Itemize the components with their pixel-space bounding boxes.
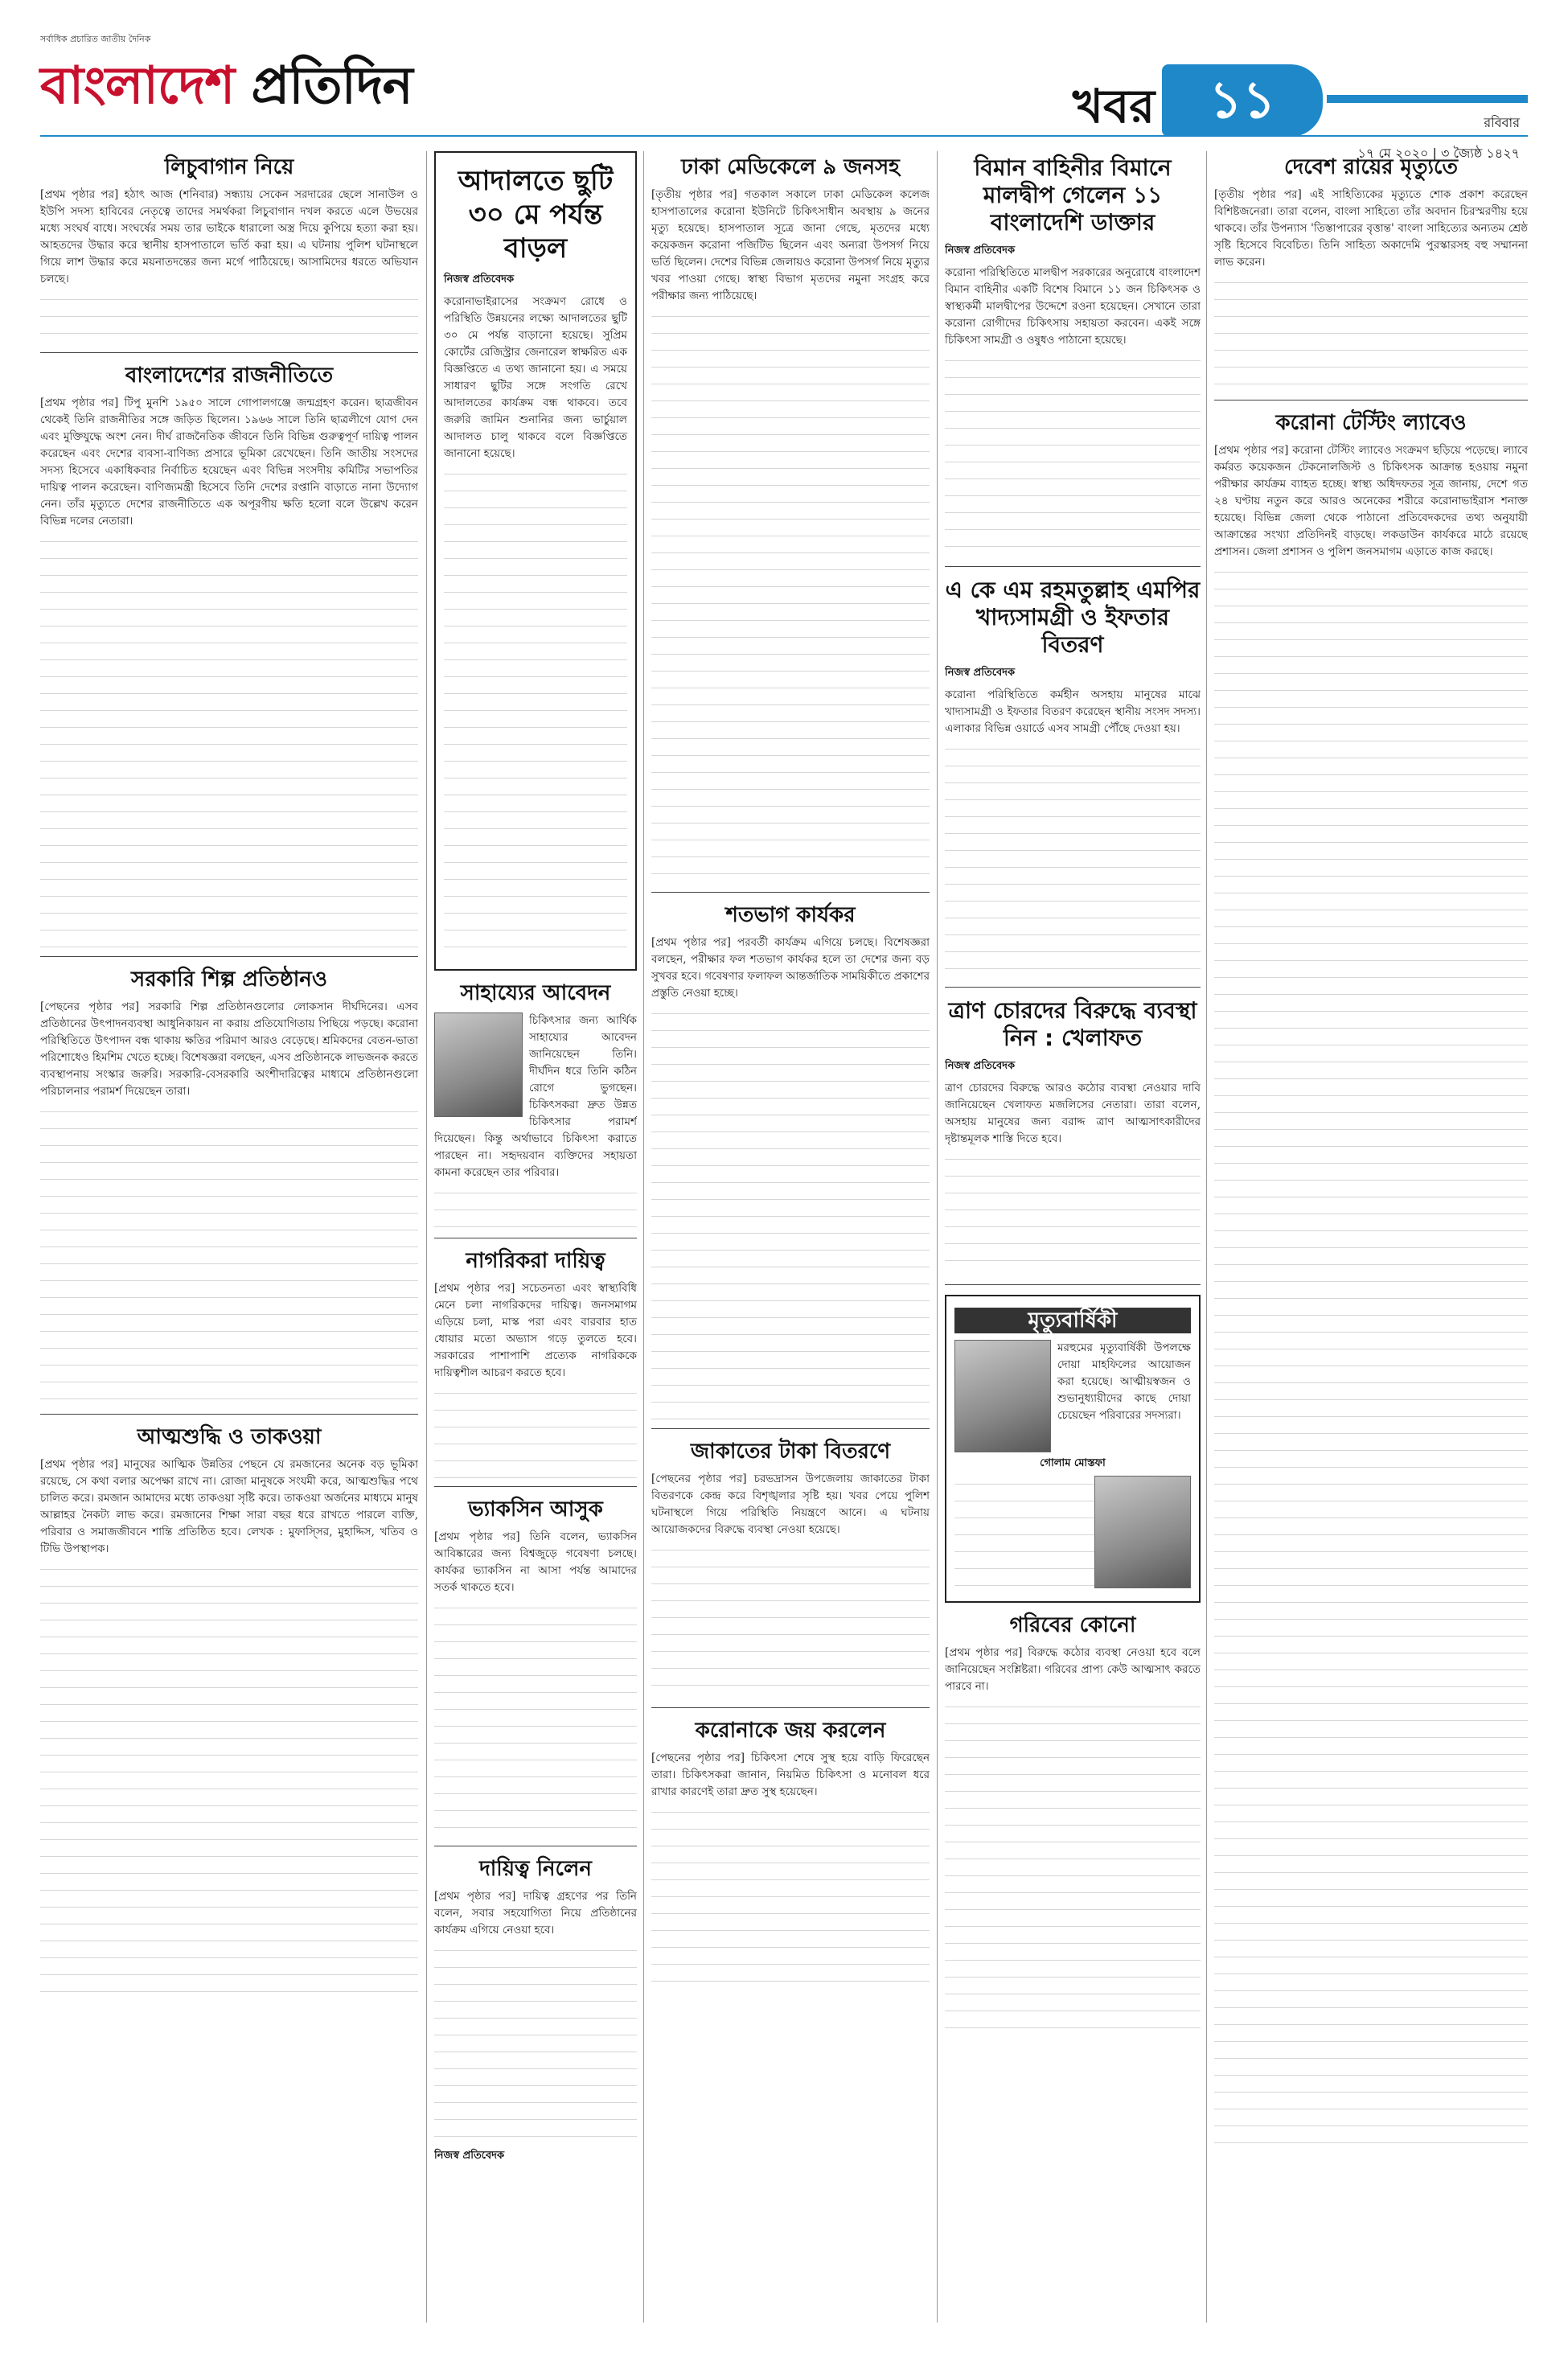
date-label: ১৭ মে ২০২০ | ৩ জ্যৈষ্ঠ ১৪২৭ xyxy=(1357,146,1520,161)
story-body: [প্রথম পৃষ্ঠার পর] মানুষের আত্মিক উন্নতির পেছনে যে রমজানের অনেক বড় ভূমিকা রয়েছে, সে কথা বলার অপেক্ষা রাখে না। রোজা মানুষকে সংযমী করে, আত্মশুদ্ধির পথে চালিত করে। রমজান আমাদের মধ্যে তাকওয়া সৃষ্টি করে। তাকওয়া অর্জনের মাধ্যমে মানুষ আল্লাহর নৈকট্য লাভ করে। রমজানের শিক্ষা সারা বছর ধরে রাখতে পারলে ব্যক্তি, পরিবার ও সমাজজীবনে শান্তি প্রতিষ্ঠিত হবে। লেখক : মুফাস্সির, মুহাদ্দিস, খতিব ও টিভি উপস্থাপক। xyxy=(40,1458,418,1555)
story-body: [পেছনের পৃষ্ঠার পর] সরকারি শিল্প প্রতিষ্ঠানগুলোর লোকসান দীর্ঘদিনের। এসব প্রতিষ্ঠানের উৎপাদনব্যবস্থা আধুনিকায়ন না করায় প্রতিযোগিতায় পিছিয়ে পড়ছে। করোনা পরিস্থিতিতে উৎপাদন বন্ধ থাকায় ক্ষতির পরিমাণ আরও বেড়েছে। শ্রমিকদের বেতন-ভাতা পরিশোধেও হিমশিম খেতে হচ্ছে। বিশেষজ্ঞরা বলছেন, এসব প্রতিষ্ঠানকে লাভজনক করতে ব্যবস্থাপনায় সংস্কার জরুরি। সরকারি-বেসরকারি অংশীদারিত্বের মাধ্যমে প্রতিষ্ঠানগুলো পরিচালনার পরামর্শ দিয়েছেন তারা। xyxy=(40,1000,418,1098)
text-filler xyxy=(434,1181,637,1230)
column-divider xyxy=(426,151,427,2323)
story-body: [পেছনের পৃষ্ঠার পর] চিকিৎসা শেষে সুস্থ হয়ে বাড়ি ফিরেছেন তারা। চিকিৎসকরা জানান, নিয়মিত চিকিৎসা ও মনোবল ধরে রাখার কারণেই তারা দ্রুত সুস্থ হয়েছেন। xyxy=(651,1752,930,1798)
page-number-badge: ১১ xyxy=(1162,64,1323,137)
story-court-holiday xyxy=(434,151,637,971)
day-label: রবিবার xyxy=(1484,115,1520,130)
text-filler xyxy=(40,288,418,344)
logo-text-part1: বাংলাদেশ xyxy=(40,56,252,116)
column-4 xyxy=(945,151,1201,2339)
story-relief-thieves xyxy=(945,997,1201,1285)
story-body: [প্রথম পৃষ্ঠার পর] করোনা টেস্টিং ল্যাবেও সংক্রমণ ছড়িয়ে পড়েছে। ল্যাবে কর্মরত কয়েকজন টেকনোলজিস্ট ও চিকিৎসক আক্রান্ত হওয়ায় নমুনা পরীক্ষার কার্যক্রম ব্যাহত হচ্ছে। স্বাস্থ্য অধিদফতর সূত্র জানায়, দেশে গত ২৪ ঘণ্টায় নতুন করে আরও অনেকের শরীরে করোনাভাইরাস শনাক্ত হয়েছে। বিভিন্ন জেলা থেকে পাঠানো প্রতিবেদকদের তথ্য অনুযায়ী আক্রান্তের সংখ্যা প্রতিদিনই বাড়ছে। লকডাউন কার্যকরে মাঠে রয়েছে প্রশাসন। জেলা প্রশাসন ও পুলিশ জনসমাগম এড়াতে কাজ করছে। xyxy=(1214,444,1528,558)
story-body: করোনাভাইরাসের সংক্রমণ রোধে ও পরিস্থিতি উন্নয়নের লক্ষ্যে আদালতের ছুটি ৩০ মে পর্যন্ত বাড়ানো হয়েছে। সুপ্রিম কোর্টের রেজিস্ট্রার জেনারেল স্বাক্ষরিত এক বিজ্ঞপ্তিতে এ তথ্য জানানো হয়। এ সময়ে সাধারণ ছুটির সঙ্গে সংগতি রেখে আদালতের কার্যক্রম বন্ধ থাকবে। তবে জরুরি জামিন শুনানির জন্য ভার্চুয়াল আদালত চালু থাকবে বলে বিজ্ঞপ্তিতে জানানো হয়েছে। xyxy=(444,295,627,460)
text-filler xyxy=(434,1382,637,1478)
story-testing-lab xyxy=(1214,410,1528,2161)
text-filler xyxy=(434,1596,637,1838)
text-filler xyxy=(945,737,1201,979)
story-body: [প্রথম পৃষ্ঠার পর] দায়িত্ব গ্রহণের পর তিনি বলেন, সবার সহযোগিতা নিয়ে প্রতিষ্ঠানের কার্যক্রম এগিয়ে নেওয়া হবে। xyxy=(434,1890,637,1937)
newspaper-logo xyxy=(40,32,491,121)
story-body: [প্রথম পৃষ্ঠার পর] সচেতনতা এবং স্বাস্থ্যবিধি মেনে চলা নাগরিকদের দায়িত্ব। জনসমাগম এড়িয়ে চলা, মাস্ক পরা এবং বারবার হাত ধোয়ার মতো অভ্যাস গড়ে তুলতে হবে। সরকারের পাশাপাশি প্রত্যেক নাগরিককে দায়িত্বশীল আচরণ করতে হবে। xyxy=(434,1282,637,1379)
story-headline: নাগরিকরা দায়িত্ব xyxy=(466,1249,605,1273)
column-3 xyxy=(651,151,930,2339)
obituary-name: গোলাম মোস্তফা xyxy=(1040,1457,1106,1469)
story-body: চিকিৎসার জন্য আর্থিক সাহায্যের আবেদন জানিয়েছেন তিনি। দীর্ঘদিন ধরে তিনি কঠিন রোগে ভুগছেন। চিকিৎসকরা দ্রুত উন্নত চিকিৎসার পরামর্শ দিয়েছেন। কিন্তু অর্থাভাবে চিকিৎসা করাতে পারছেন না। সহৃদয়বান ব্যক্তিদের সহায়তা কামনা করেছেন তার পরিবার। xyxy=(434,1014,637,1179)
story-byline: নিজস্ব প্রতিবেদক xyxy=(434,2150,505,2162)
story-body: [প্রথম পৃষ্ঠার পর] হঠাৎ আজ (শনিবার) সন্ধ্যায় সেকেন সরদারের ছেলে সানাউল ও ইউপি সদস্য হাবিবের নেতৃত্বে তাদের সমর্থকরা লিচুবাগান দখল করতে এলে উভয়ের মধ্যে সংঘর্ষ বাধে। সংঘর্ষের সময় তার ভাইকে ধারালো অস্ত্র দিয়ে কুপিয়ে হত্যা করা হয়। আহতদের উদ্ধার করে স্থানীয় হাসপাতালে ভর্তি করা হয়। এ ঘটনায় পুলিশ ঘটনাস্থলে গিয়ে লাশ উদ্ধার করে ময়নাতদন্তের জন্য মর্গে পাঠিয়েছে। আসামিদের ধরতে অভিযান চলছে। xyxy=(40,188,418,285)
text-filler xyxy=(945,349,1201,558)
story-taqwa xyxy=(40,1424,418,2016)
story-body: [তৃতীয় পৃষ্ঠার পর] এই সাহিত্যিকের মৃত্যুতে শোক প্রকাশ করেছেন বিশিষ্টজনেরা। তারা বলেন, বাংলা সাহিত্যে তাঁর অবদান চিরস্মরণীয় হয়ে থাকবে। তাঁর উপন্যাস 'তিস্তাপারের বৃত্তান্ত' বাংলা সাহিত্যের অন্যতম শ্রেষ্ঠ সৃষ্টি হিসেবে বিবেচিত। তিনি সাহিত্য অকাদেমি পুরস্কারসহ বহু সম্মাননা লাভ করেন। xyxy=(1214,188,1528,269)
header-accent-bar xyxy=(1327,95,1528,103)
masthead xyxy=(0,0,1568,161)
story-body: ত্রাণ চোরদের বিরুদ্ধে আরও কঠোর ব্যবস্থা নেওয়ার দাবি জানিয়েছেন খেলাফত মজলিসের নেতারা। তারা বলেন, অসহায় মানুষের জন্য বরাদ্দ ত্রাণ আত্মসাৎকারীদের দৃষ্টান্তমূলক শাস্তি দিতে হবে। xyxy=(945,1082,1201,1145)
story-debesh-roy xyxy=(1214,154,1528,400)
story-headline: করোনা টেস্টিং ল্যাবেও xyxy=(1275,411,1467,435)
text-filler xyxy=(651,1538,930,1699)
story-body: [প্রথম পৃষ্ঠার পর] বিরুদ্ধে কঠোর ব্যবস্থা নেওয়া হবে বলে জানিয়েছেন সংশ্লিষ্টরা। গরিবের প্রাপ্য কেউ আত্মসাৎ করতে পারবে না। xyxy=(945,1646,1201,1693)
story-body: [প্রথম পৃষ্ঠার পর] টিপু মুনশি ১৯৫০ সালে গোপালগঞ্জে জন্মগ্রহণ করেন। ছাত্রজীবন থেকেই তিনি রাজনীতির সঙ্গে জড়িত ছিলেন। ১৯৬৬ সালে তিনি ছাত্রলীগে যোগ দেন এবং মুক্তিযুদ্ধে অংশ নেন। দীর্ঘ রাজনৈতিক জীবনে তিনি বিভিন্ন গুরুত্বপূর্ণ দায়িত্ব পালন করেছেন এবং দেশের ব্যবসা-বাণিজ্য প্রসারে ভূমিকা রেখেছেন। তিনি জাতীয় সংসদের সদস্য হিসেবে একাধিকবার নির্বাচিত হয়েছেন এবং বিভিন্ন সংসদীয় কমিটির সভাপতির দায়িত্ব পালন করেছেন। বাণিজ্যমন্ত্রী হিসেবে তিনি দেশের রপ্তানি বাড়াতে নানা উদ্যোগ নেন। তাঁর মৃত্যুতে দেশের রাজনীতিতে এক অপূরণীয় ক্ষতি হলো বলে উল্লেখ করেন বিভিন্ন দলের নেতারা। xyxy=(40,396,418,528)
story-airforce-doctors xyxy=(945,154,1201,567)
story-body: করোনা পরিস্থিতিতে মালদ্বীপ সরকারের অনুরোধে বাংলাদেশ বিমান বাহিনীর একটি বিশেষ বিমানে ১১ জন চিকিৎসক ও স্বাস্থ্যকর্মী মালদ্বীপের উদ্দেশে রওনা হয়েছেন। সেখানে তারা করোনা রোগীদের চিকিৎসায় সহায়তা করবেন। একই সঙ্গে চিকিৎসা সামগ্রী ও ওষুধও পাঠানো হয়েছে। xyxy=(945,266,1201,347)
story-headline: সাহায্যের আবেদন xyxy=(460,981,611,1005)
story-headline: ত্রাণ চোরদের বিরুদ্ধে ব্যবস্থা নিন : খেলাফত xyxy=(948,997,1197,1051)
story-headline: ঢাকা মেডিকেলে ৯ জনসহ xyxy=(681,155,900,179)
story-headline: জাকাতের টাকা বিতরণে xyxy=(690,1440,891,1464)
text-filler xyxy=(444,462,627,961)
story-headline: ভ্যাকসিন আসুক xyxy=(468,1497,603,1522)
story-byline: নিজস্ব প্রতিবেদক xyxy=(945,667,1016,679)
column-1 xyxy=(40,151,418,2339)
section-title: খবর xyxy=(1072,79,1155,133)
story-dmch xyxy=(651,154,930,893)
story-effective xyxy=(651,902,930,1429)
story-headline: দেবেশ রায়ের মৃত্যুতে xyxy=(1284,155,1458,179)
obituary-photo-2 xyxy=(1094,1476,1191,1588)
story-appeal xyxy=(434,980,637,1238)
header-rule xyxy=(40,135,1528,137)
story-recovered xyxy=(651,1718,930,2002)
column-2 xyxy=(434,151,637,2339)
text-filler xyxy=(945,1148,1201,1276)
story-body: করোনা পরিস্থিতিতে কর্মহীন অসহায় মানুষের মাঝে খাদ্যসামগ্রী ও ইফতার বিতরণ করেছেন স্থানীয় সংসদ সদস্য। এলাকার বিভিন্ন ওয়ার্ডে এসব সামগ্রী পৌঁছে দেওয়া হয়। xyxy=(945,688,1201,735)
text-filler xyxy=(40,1100,418,1406)
story-body: মরহুমের মৃত্যুবার্ষিকী উপলক্ষে দোয়া মাহফিলের আয়োজন করা হয়েছে। আত্মীয়স্বজন ও শুভানুধ্যায়ীদের কাছে দোয়া চেয়েছেন পরিবারের সদস্যরা। xyxy=(1057,1341,1191,1422)
text-filler xyxy=(1214,561,1528,2153)
story-mp-distribution xyxy=(945,577,1201,988)
story-headline: করোনাকে জয় করলেন xyxy=(695,1719,886,1743)
story-lichubagan xyxy=(40,154,418,353)
appeal-photo xyxy=(434,1012,523,1117)
story-headline: আত্মশুদ্ধি ও তাকওয়া xyxy=(137,1425,322,1449)
story-body: [প্রথম পৃষ্ঠার পর] তিনি বলেন, ভ্যাকসিন আবিষ্কারের জন্য বিশ্বজুড়ে গবেষণা চলছে। কার্যকর ভ্যাকসিন না আসা পর্যন্ত আমাদের সতর্ক থাকতে হবে। xyxy=(434,1530,637,1594)
story-byline: নিজস্ব প্রতিবেদক xyxy=(444,273,515,285)
story-headline: বিমান বাহিনীর বিমানে মালদ্বীপ গেলেন ১১ বাংলাদেশি ডাক্তার xyxy=(974,154,1172,236)
text-filler xyxy=(651,1002,930,1420)
story-headline: বাংলাদেশের রাজনীতিতে xyxy=(125,363,334,388)
story-headline: দায়িত্ব নিলেন xyxy=(479,1857,592,1881)
story-responsibility xyxy=(434,1856,637,2178)
story-vaccine xyxy=(434,1497,637,1846)
story-body: [পেছনের পৃষ্ঠার পর] চরভদ্রাসন উপজেলায় জাকাতের টাকা বিতরণকে কেন্দ্র করে বিশৃঙ্খলার সৃষ্টি হয়। খবর পেয়ে পুলিশ ঘটনাস্থলে গিয়ে পরিস্থিতি নিয়ন্ত্রণে আনে। এ ঘটনায় আয়োজকদের বিরুদ্ধে ব্যবস্থা নেওয়া হয়েছে। xyxy=(651,1472,930,1536)
column-divider xyxy=(643,151,644,2323)
story-headline: আদালতে ছুটি ৩০ মে পর্যন্ত বাড়ল xyxy=(458,165,614,265)
story-body: [তৃতীয় পৃষ্ঠার পর] গতকাল সকালে ঢাকা মেডিকেল কলেজ হাসপাতালের করোনা ইউনিটে চিকিৎসাধীন অবস্থায় ৯ জনের মৃত্যু হয়েছে। হাসপাতাল সূত্রে জানা গেছে, মৃতদের মধ্যে কয়েকজন করোনা পজিটিভ ছিলেন এবং অন্যরা উপসর্গ নিয়ে ভর্তি ছিলেন। দেশের বিভিন্ন জেলায়ও করোনা উপসর্গ নিয়ে মৃত্যুর খবর পাওয়া গেছে। স্বাস্থ্য বিভাগ মৃতদের নমুনা সংগ্রহ করে পরীক্ষার জন্য পাঠিয়েছে। xyxy=(651,188,930,302)
column-divider xyxy=(937,151,938,2323)
story-headline: মৃত্যুবার্ষিকী xyxy=(954,1308,1191,1333)
logo-text xyxy=(40,47,413,133)
story-zakat xyxy=(651,1439,930,1708)
column-divider xyxy=(1206,151,1207,2323)
story-body: [প্রথম পৃষ্ঠার পর] পরবর্তী কার্যক্রম এগিয়ে চলছে। বিশেষজ্ঞরা বলছেন, পরীক্ষার ফল শতভাগ কার্যকর হলে তা দেশের জন্য বড় সুখবর হবে। গবেষণার ফলাফল আন্তর্জাতিক সাময়িকীতে প্রকাশের প্রস্তুতি নেওয়া হচ্ছে। xyxy=(651,936,930,1000)
logo-text-part2: প্রতিদিন xyxy=(251,56,413,116)
obituary-photo xyxy=(954,1340,1051,1452)
logo-tagline: সর্বাধিক প্রচারিত জাতীয় দৈনিক xyxy=(40,34,151,44)
text-filler xyxy=(40,530,418,948)
text-filler xyxy=(651,1801,930,1994)
text-filler xyxy=(40,1558,418,2008)
story-byline: নিজস্ব প্রতিবেদক xyxy=(945,1060,1016,1072)
text-filler xyxy=(434,1939,637,2148)
text-filler xyxy=(945,1695,1201,2033)
story-headline: এ কে এম রহমতুল্লাহ এমপির খাদ্যসামগ্রী ও ইফতার বিতরণ xyxy=(945,577,1201,658)
story-headline: শতভাগ কার্যকর xyxy=(725,903,856,927)
story-byline: নিজস্ব প্রতিবেদক xyxy=(945,244,1016,257)
text-filler xyxy=(651,305,930,884)
story-poor xyxy=(945,1612,1201,2041)
text-filler xyxy=(1214,271,1528,392)
story-death-anniversary xyxy=(945,1295,1201,1603)
story-headline: সরকারি শিল্প প্রতিষ্ঠানও xyxy=(131,967,327,992)
column-5 xyxy=(1214,151,1528,2339)
story-headline: গরিবের কোনো xyxy=(1009,1613,1136,1637)
story-citizens xyxy=(434,1248,637,1487)
story-politics xyxy=(40,363,418,957)
story-industry xyxy=(40,967,418,1415)
story-headline: লিচুবাগান নিয়ে xyxy=(164,155,294,179)
